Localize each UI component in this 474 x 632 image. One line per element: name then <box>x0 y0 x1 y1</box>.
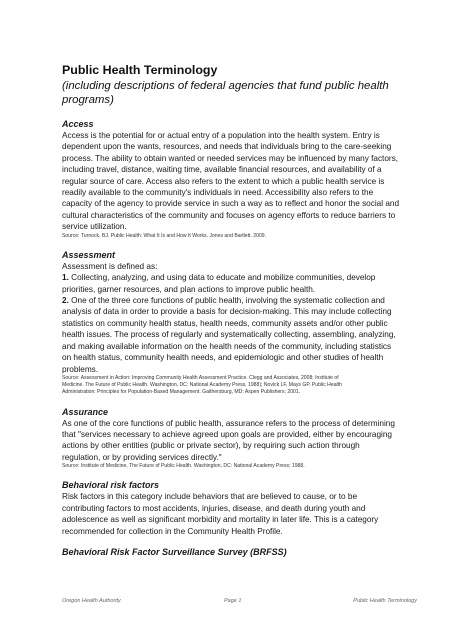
access-line: service utilization. <box>62 222 127 232</box>
page-subtitle: (including descriptions of federal agencies that fund public health programs) <box>62 80 389 106</box>
assessment-source <box>62 375 417 397</box>
item-number: 2. <box>62 296 69 306</box>
access-line: Access is the potential for or actual entry of a population into the health system. Entry is <box>62 131 380 140</box>
access-line: regular source of care. Access also refers to the extent to which a public health service is <box>62 176 385 186</box>
section-heading-access: Access <box>62 119 94 129</box>
access-line: including travel, distance, waiting time, available financial resources, and availability of a <box>62 165 382 175</box>
behavioral-risk-line: Risk factors in this category include behaviors that are believed to cause, or to be <box>62 492 358 502</box>
section-heading-behavioral-risk: Behavioral risk factors <box>62 480 160 491</box>
assurance-line: As one of the core functions of public health, assurance refers to the process of determining <box>62 418 395 428</box>
section-heading-assessment: Assessment <box>62 249 116 260</box>
assessment-intro: Assessment is defined as: <box>62 261 158 271</box>
assessment-line: statistics on community health status, health needs, community assets and/or other public <box>62 318 388 328</box>
footer-right: Public Health Terminology <box>353 598 417 604</box>
behavioral-risk-line: recommended for collection in the Community Health Profile. <box>62 526 283 536</box>
assessment-line: One of the three core functions of public health, involving the systematic collection and <box>71 296 385 306</box>
access-line: dependent upon the wants, resources, and needs that individuals bring to the care-seeking <box>62 142 392 152</box>
footer-page-number: Page 1 <box>224 598 242 604</box>
access-line: readily available to the community's individuals in need. Accessibility also refers to the <box>62 188 374 198</box>
footer-left: Oregon Health Authority <box>62 598 121 604</box>
assessment-line: on health status, community health needs, and epidemiologic and other studies of health <box>62 353 384 363</box>
item-number: 1. <box>62 273 69 283</box>
access-line: capacity of the agency to provide service in such a way as to reflect and honor the social and <box>62 199 400 209</box>
assessment-line: and making available information on the health needs of the community, including statistics <box>62 341 392 351</box>
source-line: Source: Assessment in Action: Improving Community Health Assessment Practice. Clegg and Associates, 2008; Institute of <box>62 374 339 381</box>
assurance-body <box>62 418 417 464</box>
behavioral-risk-line: contributing factors to most accidents, injuries, disease, and death during youth and <box>62 503 366 513</box>
source-line: Administration: Principles for Population-Based Management. Gaithersburg, MD: Aspen Publishers; 2001. <box>62 389 301 396</box>
source-line: Medicine. The Future of Public Health. Washington, DC: National Academy Press, 1988); Novick LF, Mays GP. Public Health <box>62 382 342 389</box>
assurance-line: actions by other entities (public or private sector), by requiring such action through <box>62 441 360 451</box>
document-content <box>62 63 417 558</box>
behavioral-risk-line: adolescence as well as significant morbidity and mortality in later life. This is a category <box>62 515 379 525</box>
section-heading-assurance: Assurance <box>62 406 109 417</box>
assurance-line: regulation, or by providing services directly." <box>62 452 222 462</box>
assessment-line: problems. <box>62 364 99 374</box>
access-body <box>62 130 417 233</box>
assurance-source: Source: Institute of Medicine, The Future of Public Health. Washington, DC: National Academy Press; 1988. <box>62 463 305 470</box>
assessment-line: analysis of data in order to provide a basis for decision-making. This may include collecting <box>62 307 392 317</box>
assurance-line: that "services necessary to achieve agreed upon goals are provided, either by encouraging <box>62 429 392 439</box>
assessment-line: health issues. The process of regularly and systematically collecting, assembling, analyzing, <box>62 330 396 340</box>
behavioral-risk-body <box>62 491 417 537</box>
access-line: cultural characteristics of the community and focuses on agency efforts to reduce barriers to <box>62 210 396 220</box>
access-line: process. The ability to obtain wanted or needed services may be influenced by many factors, <box>62 153 399 163</box>
assessment-body <box>62 261 417 375</box>
assessment-line: priorities, garner resources, and plan actions to improve public health. <box>62 284 316 294</box>
page-title: Public Health Terminology <box>62 63 218 77</box>
assessment-line: Collecting, analyzing, and using data to educate and mobilize communities, develop <box>71 273 376 283</box>
section-heading-brfss: Behavioral Risk Factor Surveillance Survey (BRFSS) <box>62 546 287 557</box>
page-footer <box>62 598 417 608</box>
assessment-item-2 <box>62 295 417 306</box>
access-source: Source: Turnock, BJ. Public Health: What It Is and How It Works. Jones and Bartlett. 2009. <box>62 232 267 239</box>
assessment-item-1 <box>62 272 417 283</box>
